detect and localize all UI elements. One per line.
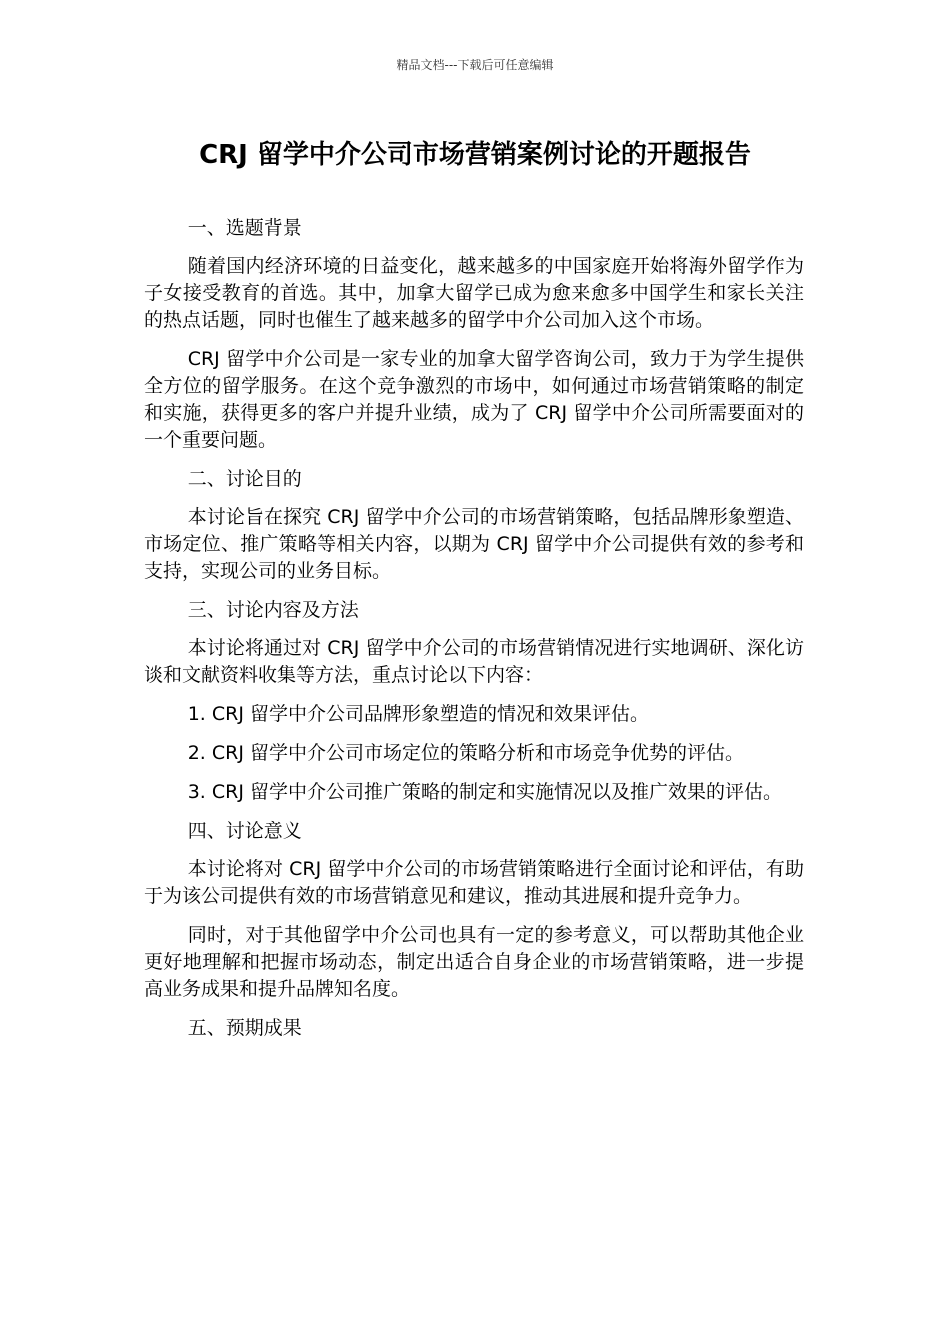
paragraph-significance-2: 同时，对于其他留学中介公司也具有一定的参考意义，可以帮助其他企业更好地理解和把握市场动态，制定出适合自身企业的市场营销策略，进一步提高业务成果和提升品牌知名度。 [144, 924, 804, 1000]
document-title: CRJ 留学中介公司市场营销案例讨论的开题报告 [199, 140, 751, 170]
section-heading-expected-results: 五、预期成果 [187, 1017, 302, 1039]
list-item-1: 1. CRJ 留学中介公司品牌形象塑造的情况和效果评估。 [187, 703, 649, 725]
section-heading-purpose: 二、讨论目的 [187, 468, 302, 490]
paragraph-purpose-1: 本讨论旨在探究 CRJ 留学中介公司的市场营销策略，包括品牌形象塑造、市场定位、推广策略等相关内容，以期为 CRJ 留学中介公司提供有效的参考和支持，实现公司的业务目标。 [144, 506, 804, 582]
list-item-3: 3. CRJ 留学中介公司推广策略的制定和实施情况以及推广效果的评估。 [187, 781, 782, 803]
paragraph-background-2: CRJ 留学中介公司是一家专业的加拿大留学咨询公司，致力于为学生提供全方位的留学服务。在这个竞争激烈的市场中，如何通过市场营销策略的制定和实施，获得更多的客户并提升业绩，成为了 CRJ 留学中介公司所需要面对的一个重要问题。 [144, 348, 804, 451]
page-header-note: 精品文档---下载后可任意编辑 [396, 58, 554, 72]
paragraph-content-methods-1: 本讨论将通过对 CRJ 留学中介公司的市场营销情况进行实地调研、深化访谈和文献资料收集等方法，重点讨论以下内容： [144, 637, 804, 686]
paragraph-background-1: 随着国内经济环境的日益变化，越来越多的中国家庭开始将海外留学作为子女接受教育的首选。其中，加拿大留学已成为愈来愈多中国学生和家长关注的热点话题，同时也催生了越来越多的留学中介公司加入这个市场。 [144, 255, 804, 331]
paragraph-significance-1: 本讨论将对 CRJ 留学中介公司的市场营销策略进行全面讨论和评估，有助于为该公司提供有效的市场营销意见和建议，推动其进展和提升竞争力。 [144, 858, 804, 907]
list-item-2: 2. CRJ 留学中介公司市场定位的策略分析和市场竞争优势的评估。 [187, 742, 744, 764]
document-body [144, 215, 804, 1053]
section-heading-background: 一、选题背景 [187, 217, 302, 239]
section-heading-significance: 四、讨论意义 [187, 820, 302, 842]
section-heading-content-methods: 三、讨论内容及方法 [187, 599, 359, 621]
